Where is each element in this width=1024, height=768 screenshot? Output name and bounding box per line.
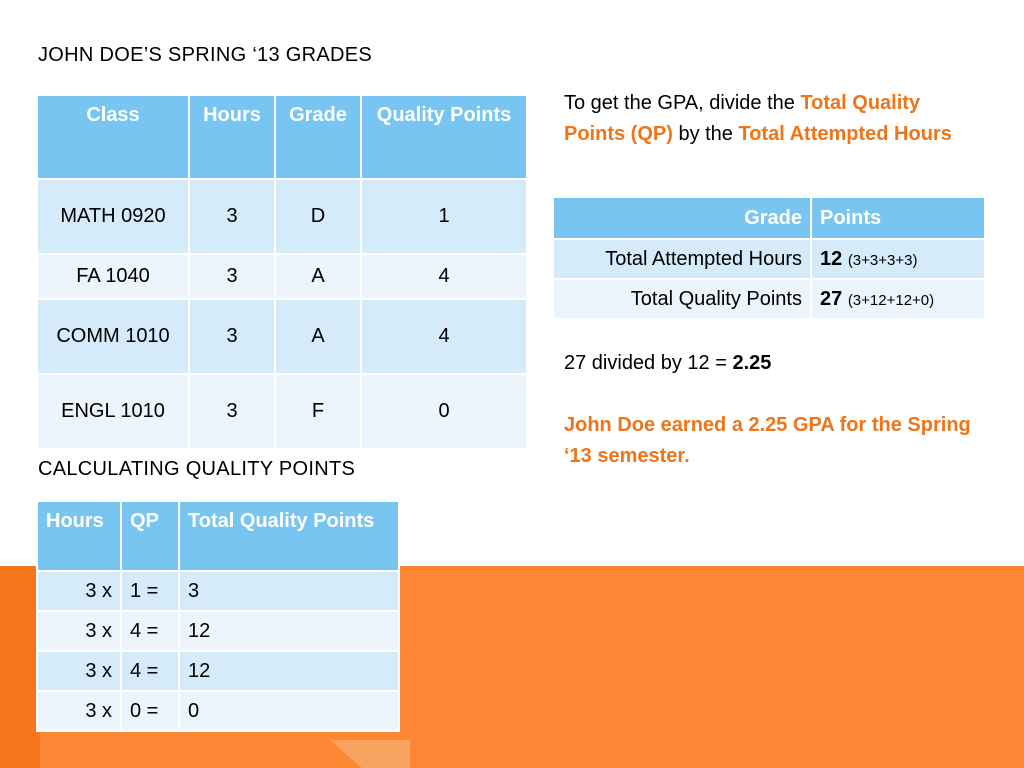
table-cell xyxy=(811,279,985,319)
table-cell: MATH 0920 xyxy=(37,179,189,254)
table-cell: A xyxy=(275,299,361,374)
column-header: Class xyxy=(37,95,189,179)
section-heading: CALCULATING QUALITY POINTS xyxy=(38,458,356,480)
table-cell: Total Quality Points xyxy=(553,279,811,319)
table-row xyxy=(37,254,527,299)
detail-text: (3+12+12+0) xyxy=(847,291,935,309)
summary-table xyxy=(552,196,986,320)
table-cell: 1 = xyxy=(121,571,179,611)
column-header: Points xyxy=(811,197,985,239)
table-cell: Total Attempted Hours xyxy=(553,239,811,279)
table-cell: A xyxy=(275,254,361,299)
table-row xyxy=(37,374,527,449)
table-cell: 4 xyxy=(361,299,527,374)
calculation-label: 27 divided by 12 = xyxy=(564,352,733,374)
conclusion-text: John Doe earned a 2.25 GPA for the Spring ‘13 semester. xyxy=(564,414,971,467)
table-cell: ENGL 1010 xyxy=(37,374,189,449)
table-cell: COMM 1010 xyxy=(37,299,189,374)
table-cell: 4 = xyxy=(121,611,179,651)
table-cell: 3 x xyxy=(37,611,121,651)
table-row xyxy=(37,179,527,254)
calculation-result: 2.25 xyxy=(732,352,772,374)
calculation-text xyxy=(564,348,771,379)
table-cell: D xyxy=(275,179,361,254)
instruction-part: by the xyxy=(672,123,739,145)
table-cell: F xyxy=(275,374,361,449)
instruction-part: To get the GPA, divide the xyxy=(564,92,801,114)
column-header: Hours xyxy=(189,95,275,179)
table-cell: 3 x xyxy=(37,651,121,691)
table-cell: 3 xyxy=(189,299,275,374)
table-cell: 3 xyxy=(189,374,275,449)
table-row xyxy=(553,279,985,319)
highlight-total-qp: Total Quality Points (QP) xyxy=(564,92,921,145)
value-text: 27 xyxy=(820,287,843,310)
table-row xyxy=(37,611,399,651)
table-header-row xyxy=(37,95,527,179)
table-cell: 12 xyxy=(179,651,399,691)
instruction-text xyxy=(564,88,984,150)
table-row xyxy=(37,299,527,374)
quality-points-table xyxy=(36,500,400,732)
value-text: 12 xyxy=(820,247,843,270)
highlight-total-hours: Total Attempted Hours xyxy=(738,123,952,145)
slide-title: JOHN DOE’S SPRING ‘13 GRADES xyxy=(38,44,373,66)
table-cell: 3 xyxy=(189,179,275,254)
table-cell: 0 xyxy=(179,691,399,731)
table-row xyxy=(37,571,399,611)
column-header: Hours xyxy=(37,501,121,571)
table-row xyxy=(37,651,399,691)
table-cell: 12 xyxy=(179,611,399,651)
column-header: Grade xyxy=(553,197,811,239)
column-header: Quality Points xyxy=(361,95,527,179)
table-cell: FA 1040 xyxy=(37,254,189,299)
column-header: QP xyxy=(121,501,179,571)
table-header-row xyxy=(553,197,985,239)
table-cell: 3 x xyxy=(37,691,121,731)
table-cell: 3 x xyxy=(37,571,121,611)
table-cell: 3 xyxy=(179,571,399,611)
table-header-row xyxy=(37,501,399,571)
table-cell: 4 = xyxy=(121,651,179,691)
table-cell xyxy=(811,239,985,279)
column-header: Grade xyxy=(275,95,361,179)
table-cell: 0 xyxy=(361,374,527,449)
table-cell: 4 xyxy=(361,254,527,299)
column-header: Total Quality Points xyxy=(179,501,399,571)
detail-text: (3+3+3+3) xyxy=(847,251,918,269)
table-row xyxy=(37,691,399,731)
decorative-band-edge xyxy=(0,566,40,768)
table-cell: 0 = xyxy=(121,691,179,731)
table-cell: 3 xyxy=(189,254,275,299)
table-cell: 1 xyxy=(361,179,527,254)
table-row xyxy=(553,239,985,279)
grades-table xyxy=(36,94,528,450)
